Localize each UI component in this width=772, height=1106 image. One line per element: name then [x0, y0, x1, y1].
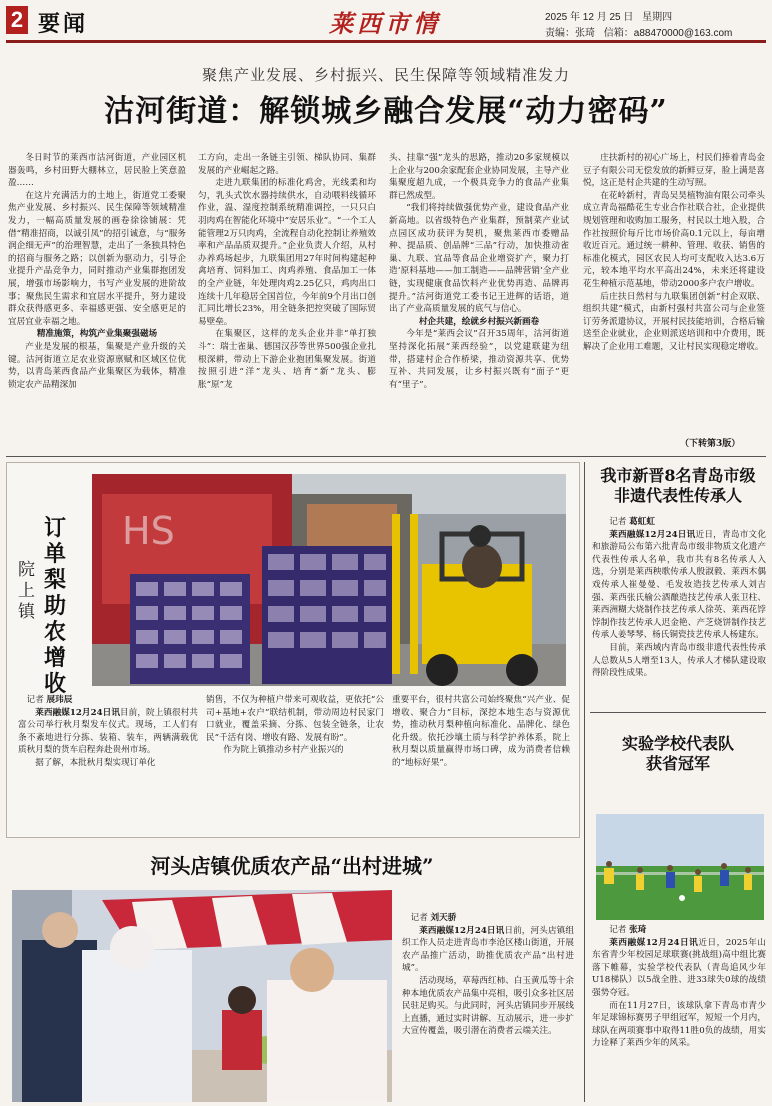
heritage-column — [592, 516, 766, 706]
section-title: 要闻 — [38, 11, 89, 37]
masthead-editor-line — [545, 24, 732, 39]
lead-column-1 — [8, 152, 186, 450]
email: 信箱：a88470000@163.com — [603, 28, 733, 39]
masthead-rule — [6, 40, 766, 43]
school-headline — [590, 734, 766, 774]
right-column-mid-rule — [590, 712, 766, 713]
pear-dateline: 莱西融媒12月24日讯 — [35, 707, 120, 718]
pear-first-paragraph — [18, 707, 198, 757]
right-column-divider — [584, 462, 585, 1102]
lead-paragraph: 后庄扶日然村与九联集团创新“村企双联、组织共建”模式，由新村强村共富公司与企业签订劳务派遣协议，开展村民技能培训，合格后输送至企业就业，企业则派送培训和中介费用，既解决了企业用工难题，又让村民实现稳定增收。 — [583, 291, 765, 352]
issue-weekday: 星期四 — [642, 12, 673, 23]
lead-headline: 沽河街道：解锁城乡融合发展“动力密码” — [104, 94, 668, 129]
hetou-dateline: 莱西融媒12月24日讯 — [419, 925, 505, 936]
school-byline-label: 记者 — [609, 925, 627, 935]
school-headline-line-1: 实验学校代表队 — [621, 734, 734, 753]
pear-byline-label: 记者 — [26, 695, 44, 705]
lead-subhead: 村企共建，绘就乡村振兴新画卷 — [418, 316, 540, 327]
heritage-first-paragraph — [592, 529, 766, 642]
lead-paragraph: 走进九联集团的标准化鸡舍，光线柔和均匀，乳头式饮水器持续供水，自动喂料线循环作业，温、湿度控制系统精准调控，一只只白羽肉鸡在智能化环境中“安居乐业”。“一个工人能管理2万只肉鸡，全流程自动化控制让养殖效率和产品品质双提升。”企业负责人介绍，从村办养鸡场起步，九联集团用27年时间构建起种禽培育、饲料加工、肉鸡养殖、食品加工一体的全产业链，年处理肉鸡2.25亿只，鸡肉出口连续十几年稳居全国首位，今年前9个月出口创汇同比增长23%，用全链条把控突破了国际贸易壁垒。 — [198, 178, 376, 327]
lead-paragraph: 今年是“莱西会议”召开35周年，沽河街道坚持深化拓展“莱西经验”，以党建联建为纽带，搭建村企合作桥梁，推动资源共享、优势互补、共同发展，让乡村振兴既有“面子”更有“里子”。 — [389, 329, 569, 390]
lead-column-2 — [198, 152, 376, 450]
page-number-badge — [6, 6, 28, 34]
hetou-headline: 河头店镇优质农产品“出村进城” — [150, 854, 434, 878]
heritage-headline-line-2: 非遗代表性传承人 — [613, 486, 742, 505]
hetou-column — [402, 912, 574, 1102]
hetou-reporter: 刘天骄 — [430, 913, 457, 923]
pear-subhead: 院上镇 — [18, 560, 35, 622]
school-soccer-photo — [596, 814, 764, 920]
hetou-paragraph: 活动现场，草莓西红柿、白玉黄瓜等十余种本地优质农产品集中亮相，吸引众多社区居民驻足购买。与此同时，河头店镇同步开展线上直播，通过实时讲解、互动展示，进一步扩大宣传覆盖，吸引潜在消费者云端关注。 — [402, 975, 574, 1037]
pear-byline — [18, 694, 198, 707]
lead-column-3 — [389, 152, 569, 450]
pear-column-1 — [18, 694, 198, 832]
continued-note: （下转第3版） — [680, 439, 741, 449]
lead-kicker: 聚焦产业发展、乡村振兴、民生保障等领域精准发力 — [201, 66, 570, 84]
hetou-byline — [402, 912, 574, 925]
page-number: 2 — [10, 7, 24, 32]
pear-loading-photo — [92, 474, 566, 686]
school-byline — [592, 924, 766, 937]
paper-name: 莱西市情 — [329, 9, 441, 38]
heritage-byline — [592, 516, 766, 529]
heritage-paragraph: 目前，莱西域内青岛市级非遗代表性传承人总数从5人增至13人，传承人才梯队建设取得阶段性成果。 — [592, 642, 766, 679]
editor: 责编：张琦 — [545, 28, 595, 39]
heritage-reporter: 葛虹虹 — [629, 517, 655, 527]
pear-reporter: 展玮辰 — [46, 695, 73, 705]
hetou-first-paragraph — [402, 925, 574, 975]
hetou-lead-text: 日前，河头店镇组织工作人员走进青岛市李沧区楼山街道，开展农产品推广活动，助推优质农产品“出村进城”。 — [402, 925, 574, 974]
lead-paragraph: 头、挂靠“强”龙头的思路，推动20多家规模以上企业与200余家配套企业协同发展，主导产业集聚度超九成，一个极具竞争力的食品产业集群已然成型。 — [389, 153, 569, 201]
pear-paragraph: 作为院上镇推动乡村产业振兴的 — [223, 745, 344, 756]
pear-column-2 — [206, 694, 384, 832]
school-lead-text: 近日，2025年山东省青少年校园足球联赛(挑战组)高中组比赛落下帷幕，实验学校代表队（青岛追风少年U18梯队）以5战全胜、进33球失0球的战绩强势夺冠。 — [592, 937, 766, 998]
heritage-headline — [590, 466, 766, 506]
lead-column-4 — [583, 152, 765, 438]
lead-paragraph: 在这片充满活力的土地上，街道党工委聚焦产业发展、乡村振兴、民生保障等领域精准发力，一幅高质量发展的画卷徐徐铺展：凭借“精准招商，以诚引凤”的招引诚意，与“服务润企细无声”的治理智慧，走出了一条独具特色的招商与服务之路；以创新为驱动力，引导企业提升产品竞争力，同时推动产业集群抱团发展，增强市场影响力，书写产业发展的进阶故事；聚焦民生需求和宜居水平提升，努力建设群众获得感更多、幸福感更强、安全感更足的宜居宜业幸福之地。 — [8, 190, 186, 327]
svg-text:HS: HS — [122, 509, 175, 553]
lead-paragraph: 庄扶新村的初心广场上，村民们捧着青岛金豆子有限公司无偿发放的新鲜豆芽，脸上满是喜悦，这正是村企共建的生动写照。 — [583, 153, 765, 189]
pear-paragraph: 销售，不仅为种植户带来可观收益，更依托“公司+基地+农户”联结机制，带动周边村民家门口就业，覆盖采摘、分拣、包装全链条，让农民“千活有岗、增收有路、发展有盼”。 — [206, 695, 384, 743]
issue-date: 2025 年 12 月 25 日 — [545, 12, 634, 23]
lead-paragraph: 在集聚区，这样的龙头企业并非“单打独斗”：瑞士雀巢、德国汉莎等世界500强企业扎根深耕，带动上下游企业抱团集聚发展。街道按照引进“洋”龙头、培育“新”龙头、膨胀“原”龙 — [198, 329, 376, 390]
pear-paragraph: 重要平台，很村共富公司始终聚焦“兴产业、促增收、聚合力”目标，深挖本地生态与资源优势，推动秋月梨种植向标准化、品牌化、绿色化升级。依托沙壤土质与科学护养体系，院上秋月梨以质量赢得市场口碑，成为消费者信赖的“地标好果”。 — [392, 695, 570, 768]
school-headline-line-2: 获省冠军 — [645, 754, 710, 773]
pear-lead-text: 目前，院上镇很村共富公司举行秋月梨发车仪式。现场，工人们有条不紊地进行分拣、装箱、装车，两辆满载优质秋月梨的货车启程奔赴贵州市场。 — [18, 707, 198, 756]
masthead-date-line — [545, 8, 672, 23]
school-dateline: 莱西融媒12月24日讯 — [609, 937, 699, 948]
hetou-market-photo — [12, 890, 392, 1102]
pear-paragraph: 据了解，本批秋月梨实现订单化 — [35, 757, 156, 768]
lead-paragraph: “我们将持续做强优势产业，建设食品产业新高地。以省级特色产业集群，预制菜产业试点园区成功获评为契机，聚焦莱西市委赠品种、提品质、创品牌“三品”行动，加快推动雀巢、九联、宜品等食品企业增资扩产，聚力打造‘原料基地——加工制造——品牌营销’全产业链，实现健康食品饮料产业优势再造、品牌再提升。”沽河街道党工委书记王进辉的话语，道出了产业高质量发展的底气与信心。 — [389, 203, 569, 315]
hetou-byline-label: 记者 — [410, 913, 428, 923]
pear-headline: 订单梨助农增收 — [44, 515, 67, 697]
heritage-dateline: 莱西融媒12月24日讯 — [609, 529, 696, 540]
lead-paragraph: 工方向，走出一条链主引领、梯队协同、集群发展的产业崛起之路。 — [198, 153, 376, 176]
lead-subhead: 精准施策，构筑产业集聚强磁场 — [36, 329, 158, 340]
lead-bottom-rule — [6, 456, 766, 457]
heritage-lead-text: 近日，青岛市文化和旅游局公布第六批青岛市级非物质文化遗产代表性传承人名单，我市共有8名传承人入选，分别是莱西秧歌传承人殷淑毅、莱西木偶戏传承人崔曼曼、毛发妆造技艺传承人刘吉强、莱西张氏榆公酒酿造技艺传承人张卫柱、莱西洲糊大烧制作技艺传承人徐英、莱西花饽饽制作技艺传承人迟金艳、产芝烧饼制作技艺传承人姜琴琴、杨氏铜瓷技艺传承人杨建东。 — [592, 529, 766, 641]
school-paragraph: 而在11月27日，该球队拿下青岛市青少年足球锦标赛男子甲组冠军，短短一个月内，球队在两项赛事中取得11胜0负的战绩，用实力诠释了莱西少年的风采。 — [592, 1000, 766, 1049]
heritage-byline-label: 记者 — [609, 517, 627, 527]
lead-paragraph: 冬日时节的莱西市沽河街道，产业园区机器轰鸣，乡村田野大棚林立，居民脸上笑意盈盈…… — [8, 153, 186, 189]
school-first-paragraph — [592, 937, 766, 1000]
pear-column-3 — [392, 694, 570, 832]
school-column — [592, 924, 766, 1102]
lead-paragraph: 产业是发展的根基，集聚是产业升级的关键。沽河街道立足农业资源禀赋和区域区位优势，以青岛莱西食品产业集聚区为载体，精准锁定农产品精深加 — [8, 341, 186, 390]
lead-paragraph: 在花岭新村，青岛吴昊植物油有限公司牵头成立青岛福酷花生专业合作社联合社，企业提供规划管理和收购加工服务，村民以土地入股，合作社按照价每斤比市场价高0.1元以上，每亩增收近百元。通过统一耕种、管理、收获、销售的标准化模式，园区农民人均可支配收入达3.6万元，较本地平均水平高出24%，未来还将建设花生种植示范基地，带动2000多户农户增收。 — [583, 190, 765, 289]
heritage-headline-line-1: 我市新晋8名青岛市级 — [600, 466, 756, 485]
school-reporter: 张琦 — [629, 925, 647, 935]
